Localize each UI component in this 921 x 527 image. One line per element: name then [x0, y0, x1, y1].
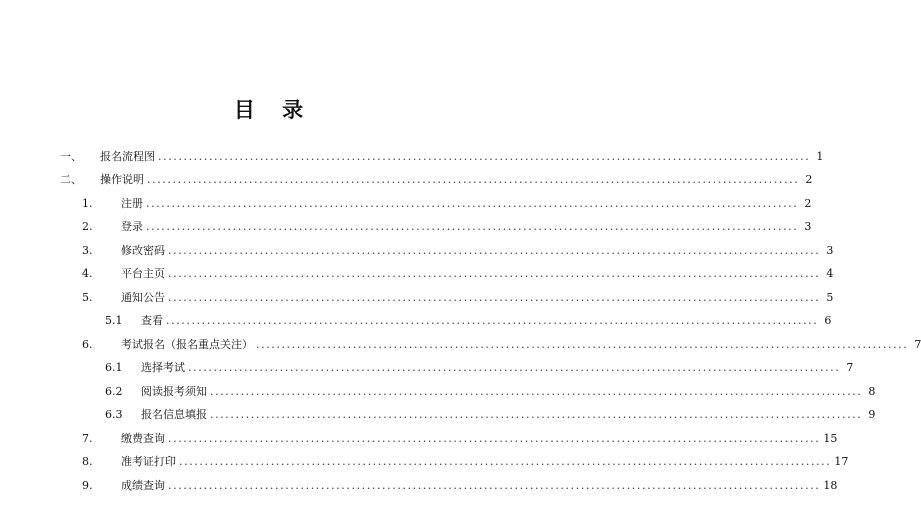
toc-entry-page: 6 — [824, 314, 832, 327]
toc-entry-number: 6.1 — [105, 361, 123, 374]
toc-entry-label: 注册 — [121, 197, 143, 210]
toc-entry-page: 1 — [816, 150, 824, 163]
toc-entry-number: 5.1 — [105, 314, 123, 327]
toc-leader-dots: ................................................................................................................................ — [168, 432, 821, 445]
toc-entry-line — [121, 289, 834, 307]
toc-entry-line — [121, 336, 921, 354]
toc-entry-line — [100, 171, 813, 189]
toc-entry-page: 18 — [823, 479, 838, 492]
toc-entry-label: 修改密码 — [121, 244, 165, 257]
toc-entry-line — [121, 477, 838, 495]
toc-entry-label: 阅读报考须知 — [141, 385, 207, 398]
toc-entry-label: 登录 — [121, 220, 143, 233]
toc-entry-number: 1. — [82, 197, 93, 210]
toc-entry-label: 操作说明 — [100, 173, 144, 186]
toc-entry-label: 缴费查询 — [121, 432, 165, 445]
toc-entry-number: 6.2 — [105, 385, 123, 398]
toc-entry-line — [141, 406, 876, 424]
toc-entry[interactable] — [0, 148, 824, 166]
toc-entry-line — [121, 218, 812, 236]
toc-entry[interactable] — [0, 430, 838, 448]
toc-entry-label: 平台主页 — [121, 267, 165, 280]
toc-entry-number: 8. — [82, 455, 93, 468]
toc-leader-dots: ................................................................................................................................ — [168, 244, 821, 257]
toc-entry-page: 15 — [823, 432, 838, 445]
toc-entry-number: 9. — [82, 479, 93, 492]
toc-leader-dots: ................................................................................................................................ — [210, 408, 863, 421]
toc-entry-page: 3 — [826, 244, 834, 257]
toc-entry-page: 3 — [804, 220, 812, 233]
toc-entry[interactable] — [0, 218, 812, 236]
toc-entry-line — [121, 242, 834, 260]
toc-title: 目 录 — [233, 98, 314, 122]
toc-entry-label: 通知公告 — [121, 291, 165, 304]
toc-leader-dots: ................................................................................................................................ — [146, 220, 799, 233]
toc-leader-dots: ................................................................................................................................ — [210, 385, 863, 398]
toc-entry-line — [121, 453, 849, 471]
toc-entry-page: 5 — [826, 291, 834, 304]
toc-entry-label: 查看 — [141, 314, 163, 327]
toc-entry-number: 2. — [82, 220, 93, 233]
toc-entry[interactable] — [0, 289, 834, 307]
toc-entry-line — [121, 195, 812, 213]
toc-entry[interactable] — [0, 453, 849, 471]
toc-entry-line — [141, 383, 876, 401]
toc-entry-page: 7 — [846, 361, 854, 374]
toc-entry[interactable] — [0, 265, 834, 283]
toc-leader-dots: ................................................................................................................................ — [146, 197, 799, 210]
toc-entry-page: 17 — [834, 455, 849, 468]
toc-entry-line — [121, 265, 834, 283]
toc-entry-number: 5. — [82, 291, 93, 304]
toc-entry-number: 一、 — [60, 150, 82, 163]
toc-entry-label: 选择考试 — [141, 361, 185, 374]
toc-entry-page: 9 — [868, 408, 876, 421]
toc-entry-label: 报名信息填报 — [141, 408, 207, 421]
toc-entry-label: 准考证打印 — [121, 455, 176, 468]
toc-leader-dots: ................................................................................................................................ — [168, 479, 821, 492]
toc-entry[interactable] — [0, 359, 854, 377]
toc-entry-number: 6.3 — [105, 408, 123, 421]
toc-entry-line — [141, 312, 832, 330]
toc-entry[interactable] — [0, 406, 876, 424]
toc-entry-number: 6. — [82, 338, 93, 351]
toc-leader-dots: ................................................................................................................................ — [168, 291, 821, 304]
toc-entry-label: 考试报名（报名重点关注） — [121, 338, 253, 351]
toc-leader-dots: ................................................................................................................................ — [158, 150, 811, 163]
toc-entry[interactable] — [0, 171, 813, 189]
toc-entry-line — [141, 359, 854, 377]
toc-entry[interactable] — [0, 477, 838, 495]
toc-leader-dots: ................................................................................................................................ — [166, 314, 819, 327]
toc-leader-dots: ................................................................................................................................ — [147, 173, 800, 186]
toc-entry-page: 4 — [826, 267, 834, 280]
toc-entry[interactable] — [0, 242, 834, 260]
toc-entry-number: 3. — [82, 244, 93, 257]
toc-leader-dots: ................................................................................................................................ — [188, 361, 841, 374]
toc-leader-dots: ................................................................................................................................ — [256, 338, 909, 351]
toc-entry-page: 7 — [914, 338, 921, 351]
toc-entry-page: 2 — [805, 173, 813, 186]
toc-entry-line — [121, 430, 838, 448]
toc-entry-label: 报名流程图 — [100, 150, 155, 163]
toc-leader-dots: ................................................................................................................................ — [168, 267, 821, 280]
toc-entry[interactable] — [0, 195, 812, 213]
toc-entry-line — [100, 148, 824, 166]
toc-entry-page: 8 — [868, 385, 876, 398]
toc-entry-number: 7. — [82, 432, 93, 445]
toc-entry-page: 2 — [804, 197, 812, 210]
toc-entry[interactable] — [0, 312, 832, 330]
toc-entry[interactable] — [0, 336, 921, 354]
toc-entry-label: 成绩查询 — [121, 479, 165, 492]
toc-entry[interactable] — [0, 383, 876, 401]
toc-entry-number: 二、 — [60, 173, 82, 186]
toc-leader-dots: ................................................................................................................................ — [179, 455, 832, 468]
toc-entry-number: 4. — [82, 267, 93, 280]
